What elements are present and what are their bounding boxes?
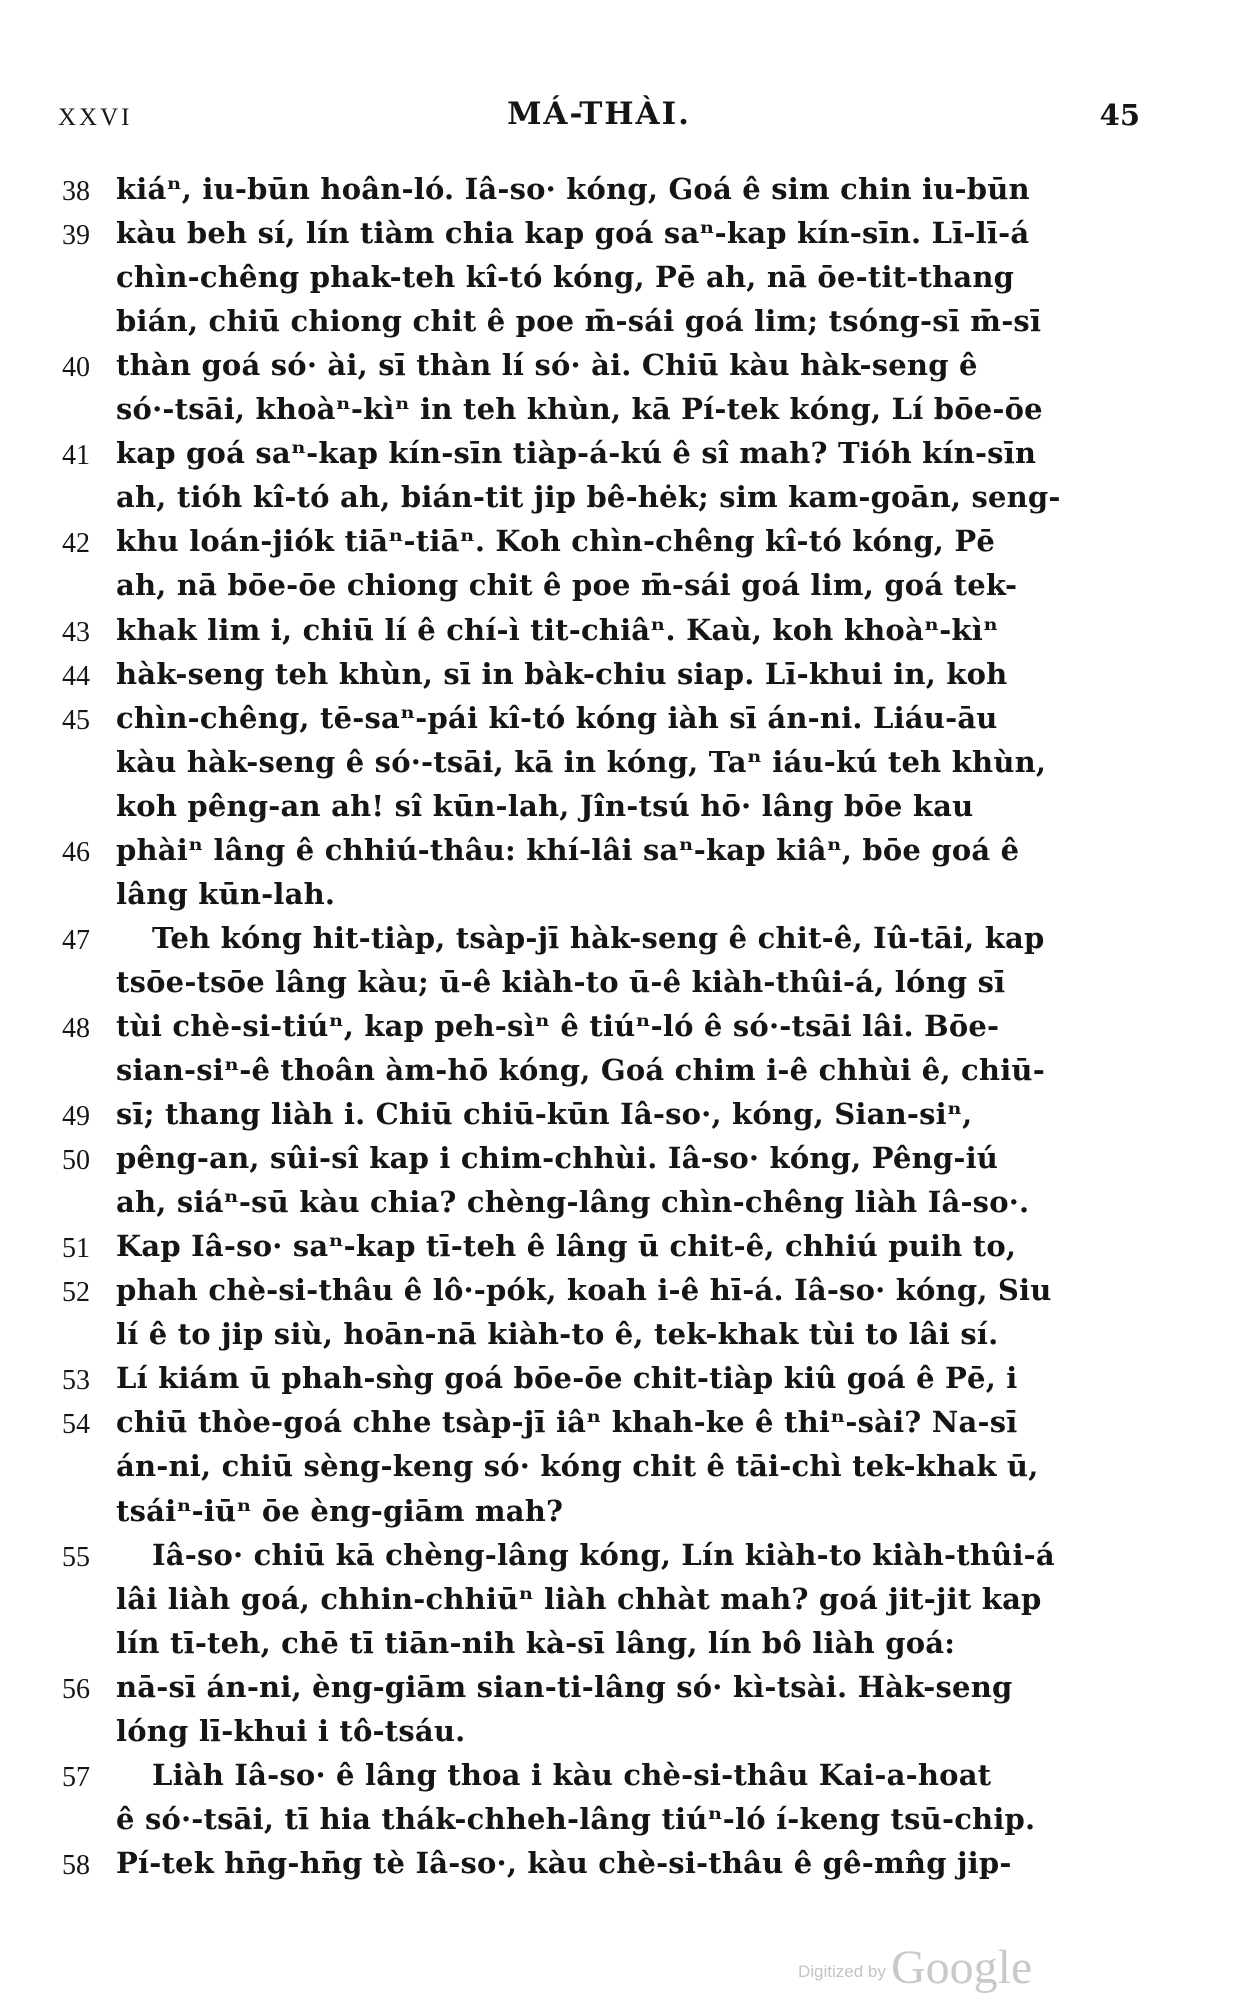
verse-number: 40 [62, 352, 90, 384]
text-line [0, 1229, 1249, 1273]
text-line [0, 1494, 1249, 1538]
line-text: Kap Iâ-so· saⁿ-kap tī-teh ê lâng ū chit-ê, chhiú puih to, [116, 1229, 1017, 1264]
verse-number: 50 [62, 1145, 90, 1177]
line-text: Liàh Iâ-so· ê lâng thoa i kàu chè-si-thâu Kai-a-hoat [152, 1757, 992, 1792]
text-line [0, 789, 1249, 833]
line-text: ê só·-tsāi, tī hia thák-chheh-lâng tiúⁿ-ló í-keng tsū-chip. [116, 1801, 1036, 1836]
text-line [0, 1317, 1249, 1361]
verse-number: 38 [62, 176, 90, 207]
text-line [0, 965, 1249, 1009]
text-line [0, 348, 1249, 392]
text-line [0, 1097, 1249, 1141]
line-text: khu loán-jiók tiāⁿ-tiāⁿ. Koh chìn-chêng kî-tó kóng, Pē [116, 524, 996, 559]
text-line [0, 1714, 1249, 1758]
text-line [0, 304, 1249, 348]
line-text: chìn-chêng, tē-saⁿ-pái kî-tó kóng iàh sī án-ni. Liáu-āu [116, 700, 998, 735]
verse-number: 41 [62, 440, 90, 472]
verse-number: 39 [62, 220, 90, 252]
verse-number: 47 [62, 924, 90, 956]
verse-number: 53 [62, 1365, 90, 1397]
line-text: kap goá saⁿ-kap kín-sīn tiàp-á-kú ê sî mah? Tióh kín-sīn [116, 436, 1037, 471]
line-text: Pí-tek hn̄g-hn̄g tè Iâ-so·, kàu chè-si-thâu ê gê-mn̂g jip- [116, 1845, 1012, 1880]
line-text: tsáiⁿ-iūⁿ ōe èng-giām mah? [116, 1493, 564, 1528]
line-text: kàu hàk-seng ê só·-tsāi, kā in kóng, Taⁿ iáu-kú teh khùn, [116, 744, 1047, 779]
verse-number: 55 [62, 1541, 90, 1573]
text-line [0, 1449, 1249, 1493]
verse-number: 57 [62, 1761, 90, 1793]
text-line [0, 1273, 1249, 1317]
text-line [0, 172, 1249, 216]
line-text: phah chè-si-thâu ê lô·-pók, koah i-ê hī-á. Iâ-so· kóng, Siu [116, 1273, 1052, 1308]
text-line [0, 436, 1249, 480]
line-text: lín tī-teh, chē tī tiān-nih kà-sī lâng, lín bô liàh goá: [116, 1625, 956, 1660]
line-text: hàk-seng teh khùn, sī in bàk-chiu siap. Lī-khui in, koh [116, 656, 1008, 691]
line-text: nā-sī án-ni, èng-giām sian-ti-lâng só· kì-tsài. Hàk-seng [116, 1669, 1013, 1704]
text-line [0, 921, 1249, 965]
line-text: lâi liàh goá, chhin-chhiūⁿ liàh chhàt mah? goá jit-jit kap [116, 1581, 1042, 1616]
line-text: thàn goá só· ài, sī thàn lí só· ài. Chiū kàu hàk-seng ê [116, 348, 978, 383]
text-line [0, 833, 1249, 877]
line-text: ah, siáⁿ-sū kàu chia? chèng-lâng chìn-chêng liàh Iâ-so·. [116, 1185, 1030, 1220]
verse-number: 56 [62, 1673, 90, 1705]
text-line [0, 524, 1249, 568]
text-line [0, 1758, 1249, 1802]
text-line [0, 877, 1249, 921]
line-text: lâng kūn-lah. [116, 876, 336, 911]
text-line [0, 1846, 1249, 1890]
section-numeral: XXVI [58, 104, 133, 131]
line-text: Lí kiám ū phah-sǹg goá bōe-ōe chit-tiàp kiû goá ê Pē, i [116, 1361, 1018, 1396]
text-line [0, 1538, 1249, 1582]
page-number: 45 [1099, 98, 1140, 132]
line-text: tsōe-tsōe lâng kàu; ū-ê kiàh-to ū-ê kiàh-thûi-á, lóng sī [116, 964, 1006, 999]
line-text: chiū thòe-goá chhe tsàp-jī iâⁿ khah-ke ê thiⁿ-sài? Na-sī [116, 1405, 1018, 1440]
text-line [0, 1053, 1249, 1097]
line-text: án-ni, chiū sèng-keng só· kóng chit ê tāi-chì tek-khak ū, [116, 1449, 1039, 1484]
text-line [0, 1141, 1249, 1185]
text-line [0, 745, 1249, 789]
google-logo: Google [890, 1941, 1033, 1994]
text-line [0, 1802, 1249, 1846]
verse-number: 52 [62, 1277, 90, 1309]
text-line [0, 1009, 1249, 1053]
line-text: tùi chè-si-tiúⁿ, kap peh-sìⁿ ê tiúⁿ-ló ê só·-tsāi lâi. Bōe- [116, 1008, 1000, 1043]
text-line [0, 392, 1249, 436]
page-header [58, 96, 1140, 136]
line-text: Iâ-so· chiū kā chèng-lâng kóng, Lín kiàh-to kiàh-thûi-á [152, 1537, 1055, 1572]
line-text: phàiⁿ lâng ê chhiú-thâu: khí-lâi saⁿ-kap kiâⁿ, bōe goá ê [116, 832, 1020, 867]
line-text: Teh kóng hit-tiàp, tsàp-jī hàk-seng ê chit-ê, Iû-tāi, kap [152, 920, 1045, 955]
text-line [0, 1582, 1249, 1626]
line-text: lí ê to jip siù, hoān-nā kiàh-to ê, tek-khak tùi to lâi sí. [116, 1317, 999, 1352]
line-text: khak lim i, chiū lí ê chí-ì tit-chiâⁿ. Kaù, koh khoàⁿ-kìⁿ [116, 612, 999, 647]
verse-number: 48 [62, 1012, 90, 1044]
line-text: só·-tsāi, khoàⁿ-kìⁿ in teh khùn, kā Pí-tek kóng, Lí bōe-ōe [116, 392, 1043, 427]
line-text: sian-siⁿ-ê thoân àm-hō kóng, Goá chim i-ê chhùi ê, chiū- [116, 1053, 1045, 1087]
line-text: bián, chiū chiong chit ê poe m̄-sái goá lim; tsóng-sī m̄-sī [116, 304, 1042, 339]
line-text: ah, nā bōe-ōe chiong chit ê poe m̄-sái goá lim, goá tek- [116, 568, 1018, 603]
text-line [0, 1626, 1249, 1670]
line-text: kiáⁿ, iu-būn hoân-ló. Iâ-so· kóng, Goá ê sim chin iu-būn [116, 172, 1030, 206]
verse-number: 42 [62, 528, 90, 560]
line-text: koh pêng-an ah! sî kūn-lah, Jîn-tsú hō· lâng bōe kau [116, 788, 974, 823]
verse-number: 51 [62, 1233, 90, 1265]
text-line [0, 260, 1249, 304]
line-text: kàu beh sí, lín tiàm chia kap goá saⁿ-kap kín-sīn. Lī-lī-á [116, 216, 1030, 251]
line-text: pêng-an, sûi-sî kap i chim-chhùi. Iâ-so· kóng, Pêng-iú [116, 1141, 999, 1176]
verse-number: 46 [62, 836, 90, 868]
text-line [0, 1361, 1249, 1405]
text-line [0, 568, 1249, 612]
verse-number: 43 [62, 616, 90, 648]
text-line [0, 216, 1249, 260]
verse-number: 44 [62, 660, 90, 692]
digitized-label: Digitized by [798, 1962, 886, 1981]
verse-number: 58 [62, 1849, 90, 1881]
line-text: ah, tióh kî-tó ah, bián-tit jip bê-hėk; sim kam-goān, seng- [116, 480, 1061, 515]
text-line [0, 1670, 1249, 1714]
verse-number: 45 [62, 704, 90, 736]
text-line [0, 701, 1249, 745]
line-text: sī; thang liàh i. Chiū chiū-kūn Iâ-so·, kóng, Sian-siⁿ, [116, 1097, 973, 1132]
line-text: lóng lī-khui i tô-tsáu. [116, 1713, 466, 1748]
digitized-watermark [798, 1940, 1032, 1995]
text-line [0, 480, 1249, 524]
text-line [0, 657, 1249, 701]
text-line [0, 613, 1249, 657]
text-line [0, 1405, 1249, 1449]
page-title: MÁ-THÀI. [507, 96, 691, 132]
text-line [0, 1185, 1249, 1229]
verse-number: 49 [62, 1101, 90, 1133]
line-text: chìn-chêng phak-teh kî-tó kóng, Pē ah, nā ōe-tit-thang [116, 260, 1015, 295]
verse-number: 54 [62, 1409, 90, 1441]
